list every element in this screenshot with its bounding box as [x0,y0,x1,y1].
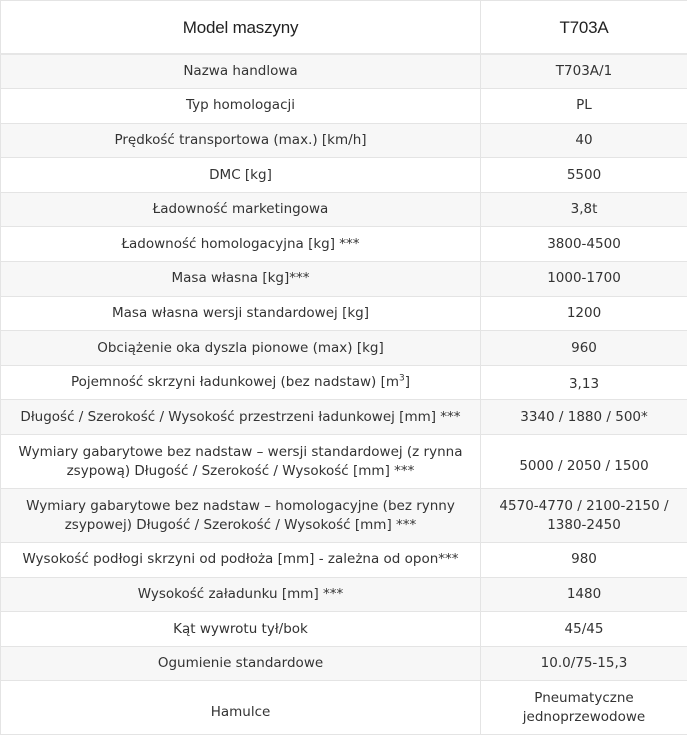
row-label: Ładowność marketingowa [1,192,481,227]
row-label: Wymiary gabarytowe bez nadstaw – wersji standardowej (z rynna zsypową) Długość / Szerokość / Wysokość [mm] *** [1,435,481,489]
row-label-main: Pojemność skrzyni ładunkowej (bez nadstaw) [m [70,374,400,391]
table-row [1,331,687,366]
row-value: 5500 [481,158,687,193]
table-row [1,192,687,227]
row-label [1,365,481,400]
header-model-value: T703A [481,1,687,55]
row-label: Kąt wywrotu tył/bok [1,612,481,647]
table-row [1,612,687,647]
row-label-superscript: 3 [399,373,405,384]
row-value: 1200 [481,296,687,331]
row-value: 10.0/75-15,3 [481,646,687,681]
table-row [1,262,687,297]
table-row [1,89,687,124]
row-label: Obciążenie oka dyszla pionowe (max) [kg] [1,331,481,366]
table-row [1,158,687,193]
row-value: 5000 / 2050 / 1500 [481,435,687,489]
table-row [1,681,687,735]
row-value: T703A/1 [481,54,687,89]
table-row [1,400,687,435]
row-label: Hamulce [1,681,481,735]
row-value: 3,13 [481,365,687,400]
row-value: 40 [481,123,687,158]
row-label-end: ] [404,374,411,391]
row-label: Wysokość podłogi skrzyni od podłoża [mm] - zależna od opon*** [1,543,481,578]
row-value: PL [481,89,687,124]
row-label: Prędkość transportowa (max.) [km/h] [1,123,481,158]
row-value: 1480 [481,577,687,612]
header-model-label: Model maszyny [1,1,481,55]
table-row [1,435,687,489]
table-row [1,489,687,543]
row-value: 45/45 [481,612,687,647]
row-label: Nazwa handlowa [1,54,481,89]
row-label: Długość / Szerokość / Wysokość przestrzeni ładunkowej [mm] *** [1,400,481,435]
table-row [1,123,687,158]
row-label: Typ homologacji [1,89,481,124]
table-header-row [1,1,687,55]
row-value: 3800-4500 [481,227,687,262]
row-value: 4570-4770 / 2100-2150 / 1380-2450 [481,489,687,543]
row-label: DMC [kg] [1,158,481,193]
row-label: Ładowność homologacyjna [kg] *** [1,227,481,262]
row-label: Wymiary gabarytowe bez nadstaw – homologacyjne (bez rynny zsypowej) Długość / Szerokość / Wysokość [mm] *** [1,489,481,543]
table-row [1,296,687,331]
table-row [1,54,687,89]
row-label: Masa własna [kg]*** [1,262,481,297]
row-value: 960 [481,331,687,366]
table-row [1,365,687,400]
row-label: Ogumienie standardowe [1,646,481,681]
table-row [1,543,687,578]
table-row [1,646,687,681]
row-value: Pneumatyczne jednoprzewodowe [481,681,687,735]
row-value: 980 [481,543,687,578]
row-value: 3,8t [481,192,687,227]
table-row [1,227,687,262]
table-row [1,577,687,612]
row-label: Wysokość załadunku [mm] *** [1,577,481,612]
row-label: Masa własna wersji standardowej [kg] [1,296,481,331]
row-value: 1000-1700 [481,262,687,297]
row-value: 3340 / 1880 / 500* [481,400,687,435]
